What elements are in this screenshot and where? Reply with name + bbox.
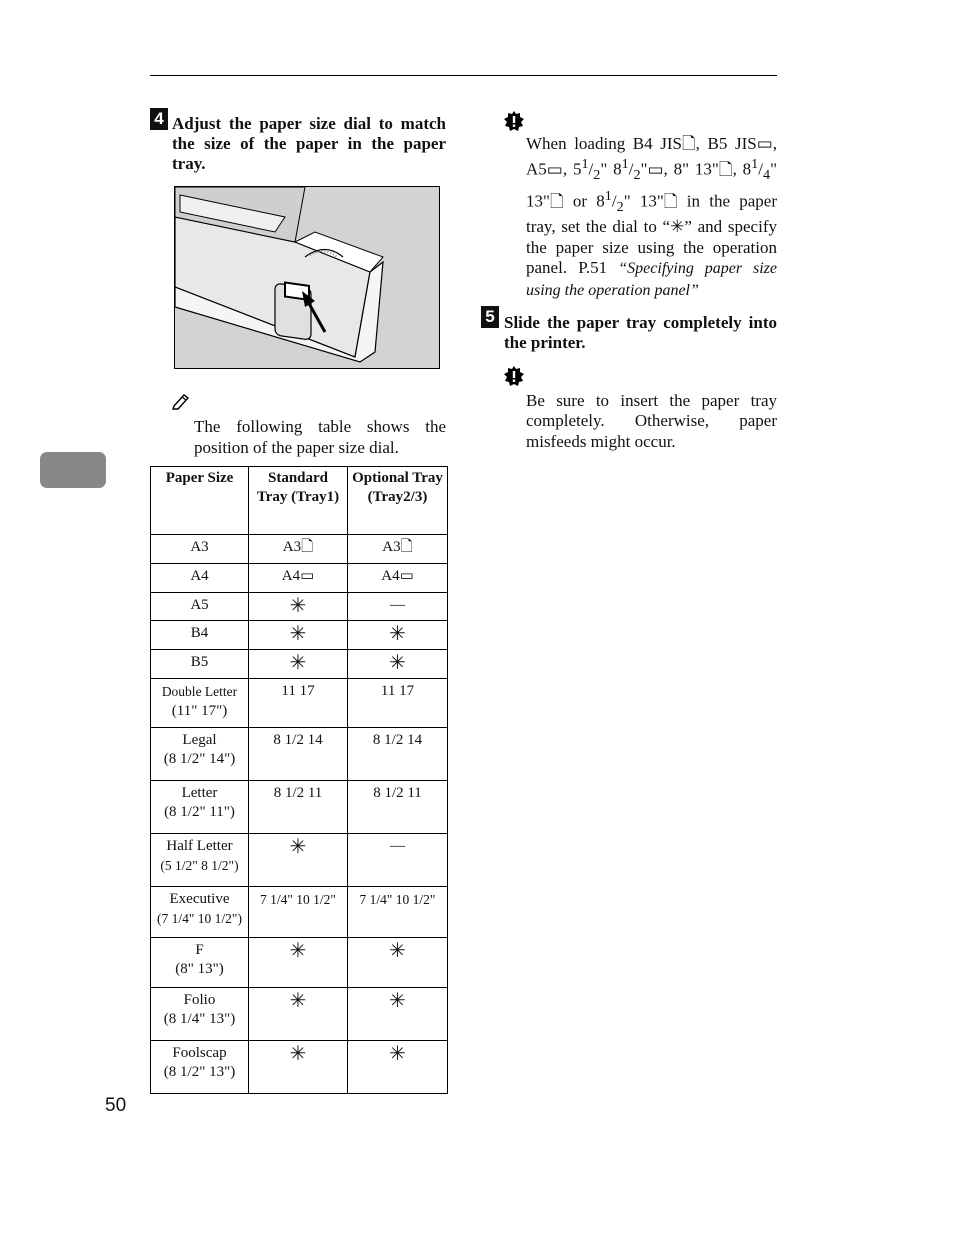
paper-size-cell: A4: [151, 564, 249, 593]
landscape-paper-icon: ▭: [546, 160, 563, 180]
paper-size-cell: Letter (8 1/2" 11"): [151, 781, 249, 834]
table-row: [151, 887, 448, 938]
standard-tray-cell: 11 17: [249, 679, 348, 728]
step-4-number: 4: [150, 108, 168, 130]
note-text: The following table shows the position of the paper size dial.: [194, 417, 446, 457]
paper-size-cell: Foolscap (8 1/2" 13"): [151, 1041, 249, 1094]
portrait-paper-icon: 🗋: [549, 191, 564, 211]
table-row: [151, 564, 448, 593]
asterisk-setting-icon: ✳: [249, 650, 348, 679]
optional-tray-cell: —: [348, 593, 448, 621]
paper-size-cell: Executive (7 1/4" 10 1/2"): [151, 887, 249, 938]
optional-tray-cell: 8 1/2 14: [348, 728, 448, 781]
table-row: [151, 1041, 448, 1094]
standard-tray-cell: A3🗋: [249, 535, 348, 564]
pencil-note-icon: [172, 392, 192, 410]
table-row: [151, 593, 448, 621]
landscape-paper-icon: ▭: [647, 160, 664, 180]
standard-tray-cell: 7 1/4" 10 1/2": [249, 887, 348, 938]
paper-size-cell: Double Letter (11" 17"): [151, 679, 249, 728]
optional-tray-cell: 11 17: [348, 679, 448, 728]
asterisk-setting-icon: ✳: [249, 1041, 348, 1094]
paper-size-cell: Half Letter (5 1/2" 8 1/2"): [151, 834, 249, 887]
portrait-paper-icon: 🗋: [681, 134, 696, 153]
standard-tray-cell: 8 1/2 14: [249, 728, 348, 781]
table-row: [151, 650, 448, 679]
chapter-tab: [40, 452, 106, 488]
important-icon: [504, 366, 524, 386]
asterisk-setting-icon: ✳: [348, 621, 448, 650]
portrait-paper-icon: 🗋: [400, 539, 413, 555]
asterisk-setting-icon: ✳: [249, 621, 348, 650]
header-optional-tray: Optional Tray (Tray2/3): [348, 467, 448, 535]
table-row: [151, 679, 448, 728]
page-number: 50: [105, 1095, 127, 1116]
step-4-heading: Adjust the paper size dial to match the size of the paper in the paper tray.: [172, 114, 446, 173]
cross-reference[interactable]: “Specifying paper size using the operation panel”: [526, 260, 778, 299]
asterisk-setting-icon: ✳: [249, 988, 348, 1041]
header-rule: [150, 75, 777, 76]
table-row: [151, 621, 448, 650]
step-5-heading: Slide the paper tray completely into the printer.: [504, 313, 777, 352]
optional-tray-cell: 8 1/2 11: [348, 781, 448, 834]
header-paper-size: Paper Size: [151, 467, 249, 535]
important-2-text: Be sure to insert the paper tray completely. Otherwise, paper misfeeds might occur.: [526, 391, 777, 451]
asterisk-setting-icon: ✳: [348, 938, 448, 988]
important-1-text: When loading B4 JIS🗋, B5 JIS▭, A5▭, $5^1/_2$" $8^1/_2"▭$, 8" 13"🗋, $8^1/_4$" 13"🗋 or $8^1/_2$" 13"🗋 in the paper tray, set the dial to “✳” and specify the paper size using the operation panel. P.51 “Specifying paper size using the operation panel”: [526, 134, 778, 299]
table-row: [151, 728, 448, 781]
optional-tray-cell: —: [348, 834, 448, 887]
table-row: [151, 834, 448, 887]
paper-tray-illustration: [174, 186, 440, 369]
table-row: [151, 988, 448, 1041]
paper-size-table: [150, 466, 448, 1094]
asterisk-setting-icon: ✳: [348, 988, 448, 1041]
asterisk-setting-icon: ✳: [348, 650, 448, 679]
asterisk-setting-icon: ✳: [249, 593, 348, 621]
table-row: [151, 938, 448, 988]
landscape-paper-icon: ▭: [756, 134, 773, 153]
paper-size-cell: A3: [151, 535, 249, 564]
optional-tray-cell: A3🗋: [348, 535, 448, 564]
table-row: [151, 781, 448, 834]
asterisk-setting-icon: ✳: [348, 1041, 448, 1094]
standard-tray-cell: A4▭: [249, 564, 348, 593]
step-5-number: 5: [481, 306, 499, 328]
optional-tray-cell: 7 1/4" 10 1/2": [348, 887, 448, 938]
paper-size-cell: F (8" 13"): [151, 938, 249, 988]
paper-size-cell: A5: [151, 593, 249, 621]
standard-tray-cell: 8 1/2 11: [249, 781, 348, 834]
asterisk-setting-icon: ✳: [670, 217, 685, 237]
landscape-paper-icon: ▭: [300, 568, 315, 584]
asterisk-setting-icon: ✳: [249, 834, 348, 887]
portrait-paper-icon: 🗋: [663, 191, 678, 211]
paper-size-cell: B4: [151, 621, 249, 650]
landscape-paper-icon: ▭: [399, 568, 414, 584]
header-standard-tray: Standard Tray (Tray1): [249, 467, 348, 535]
paper-tray-drawing: [175, 187, 439, 368]
optional-tray-cell: A4▭: [348, 564, 448, 593]
important-icon: [504, 111, 524, 131]
asterisk-setting-icon: ✳: [249, 938, 348, 988]
portrait-paper-icon: 🗋: [718, 160, 733, 180]
table-row: [151, 535, 448, 564]
paper-size-cell: Legal (8 1/2" 14"): [151, 728, 249, 781]
table-header-row: [151, 467, 448, 535]
paper-size-cell: Folio (8 1/4" 13"): [151, 988, 249, 1041]
portrait-paper-icon: 🗋: [301, 539, 314, 555]
paper-size-cell: B5: [151, 650, 249, 679]
